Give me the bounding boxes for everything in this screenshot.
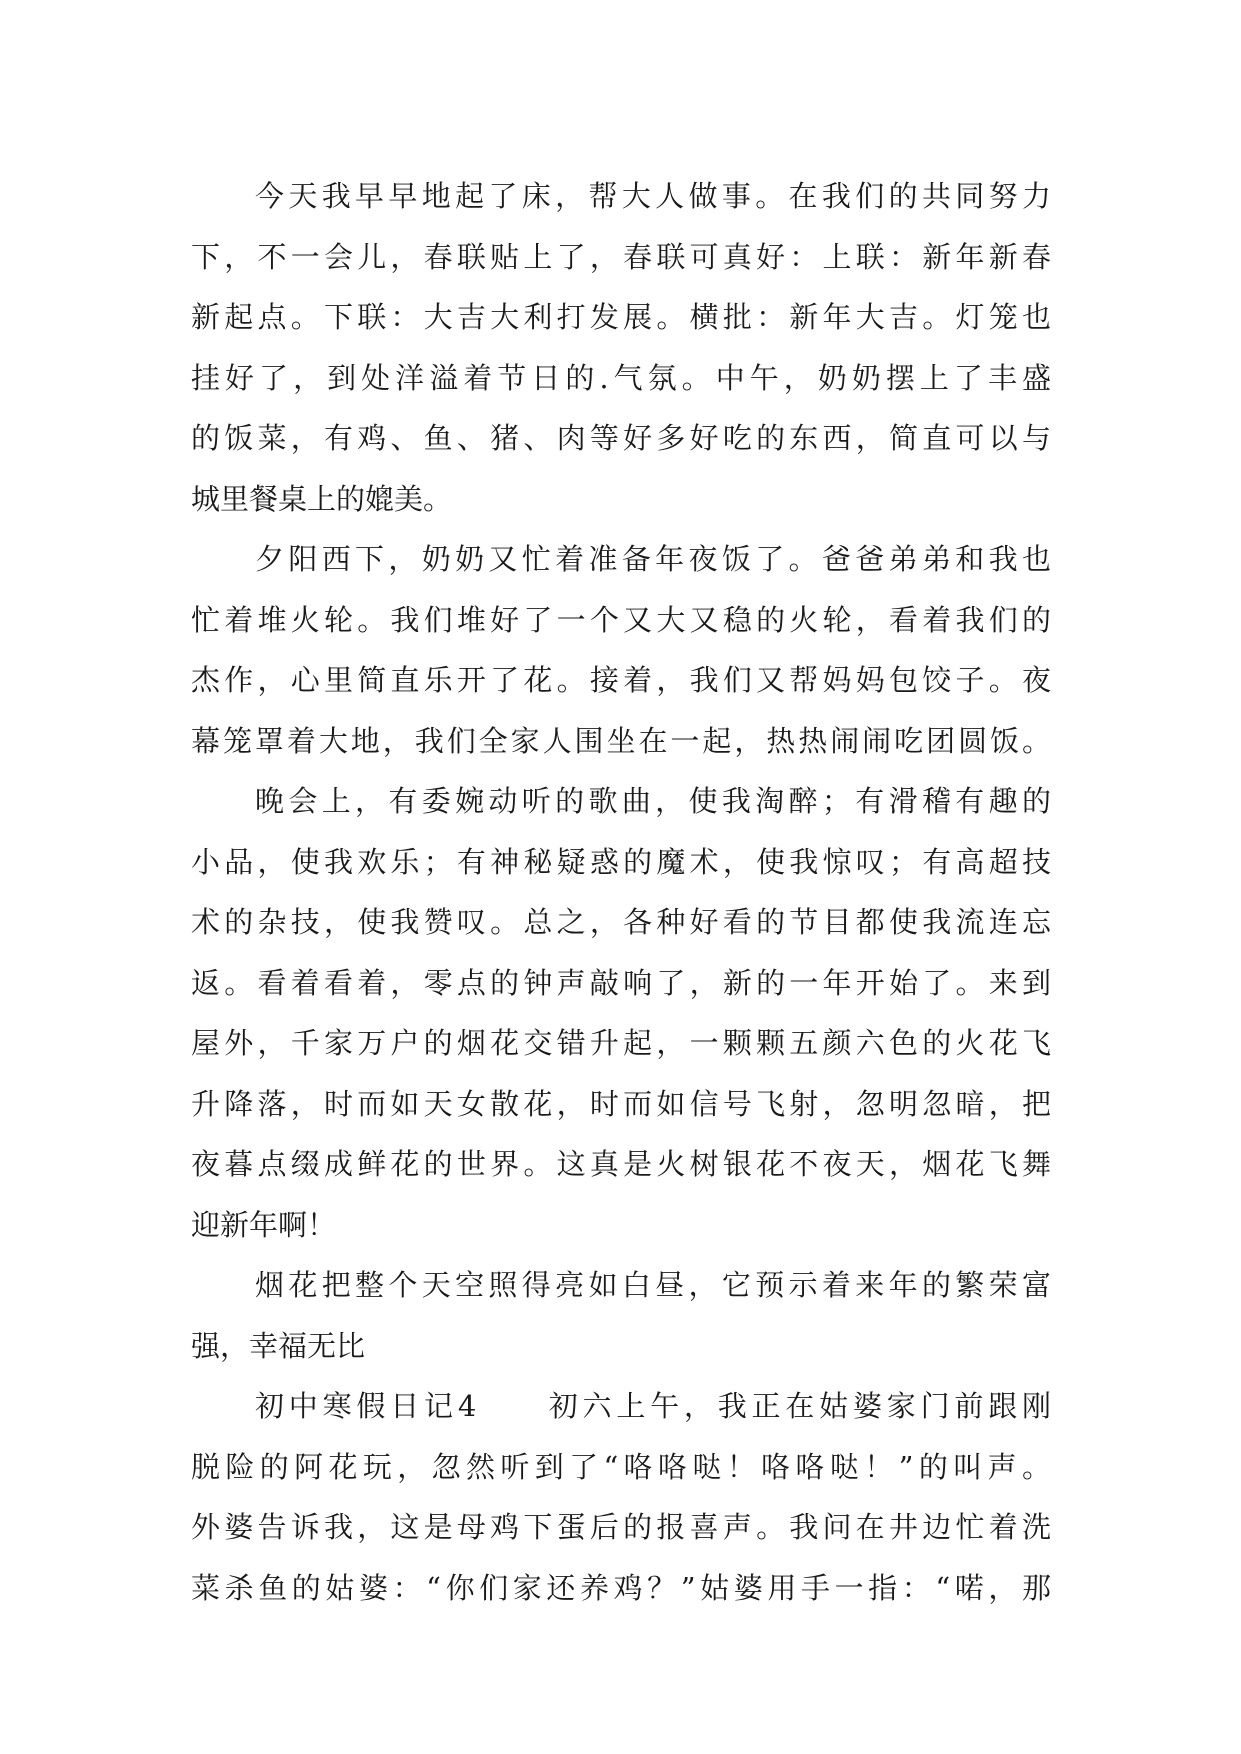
text-line: 夕阳西下，奶奶又忙着准备年夜饭了。爸爸弟弟和我也 bbox=[255, 542, 1051, 576]
text-line: 外婆告诉我，这是母鸡下蛋后的报喜声。我问在井边忙着洗 bbox=[191, 1510, 1051, 1544]
text-line: 屋外，千家万户的烟花交错升起，一颗颗五颜六色的火花飞 bbox=[191, 1026, 1051, 1060]
text-line: 迎新年啊！ bbox=[191, 1207, 337, 1242]
text-line: 今天我早早地起了床，帮大人做事。在我们的共同努力 bbox=[255, 179, 1051, 213]
text-line: 烟花把整个天空照得亮如白昼，它预示着来年的繁荣富 bbox=[255, 1268, 1051, 1302]
text-line: 挂好了，到处洋溢着节日的.气氛。中午，奶奶摆上了丰盛 bbox=[191, 360, 1051, 395]
document-body bbox=[191, 166, 1051, 1618]
text-line: 的饭菜，有鸡、鱼、猪、肉等好多好吃的东西，简直可以与 bbox=[191, 421, 1051, 455]
text-line: 强，幸福无比 bbox=[191, 1328, 366, 1363]
text-line: 脱险的阿花玩，忽然听到了“咯咯哒！咯咯哒！”的叫声。 bbox=[191, 1449, 1051, 1484]
text-line: 升降落，时而如天女散花，时而如信号飞射，忽明忽暗，把 bbox=[191, 1086, 1051, 1121]
text-line: 新起点。下联：大吉大利打发展。横批：新年大吉。灯笼也 bbox=[191, 300, 1051, 334]
text-line: 菜杀鱼的姑婆：“你们家还养鸡？”姑婆用手一指：“喏，那 bbox=[191, 1570, 1051, 1605]
text-line: 城里餐桌上的媲美。 bbox=[191, 481, 453, 516]
text-line: 忙着堆火轮。我们堆好了一个又大又稳的火轮，看着我们的 bbox=[191, 602, 1051, 637]
text-line: 幕笼罩着大地，我们全家人围坐在一起，热热闹闹吃团圆饭。 bbox=[191, 723, 1051, 758]
text-line: 小品，使我欢乐；有神秘疑惑的魔术，使我惊叹；有高超技 bbox=[191, 844, 1051, 879]
text-line: 术的杂技，使我赞叹。总之，各种好看的节目都使我流连忘 bbox=[191, 905, 1051, 939]
text-line: 夜暮点缀成鲜花的世界。这真是火树银花不夜天，烟花飞舞 bbox=[191, 1147, 1051, 1181]
text-line: 返。看着看着，零点的钟声敲响了，新的一年开始了。来到 bbox=[191, 965, 1051, 1000]
text-line: 晚会上，有委婉动听的歌曲，使我淘醉；有滑稽有趣的 bbox=[255, 784, 1051, 818]
text-line: 杰作，心里简直乐开了花。接着，我们又帮妈妈包饺子。夜 bbox=[191, 663, 1051, 697]
text-line: 下，不一会儿，春联贴上了，春联可真好：上联：新年新春 bbox=[191, 239, 1051, 274]
text-line: 初中寒假日记4 初六上午，我正在姑婆家门前跟刚 bbox=[255, 1389, 1051, 1423]
